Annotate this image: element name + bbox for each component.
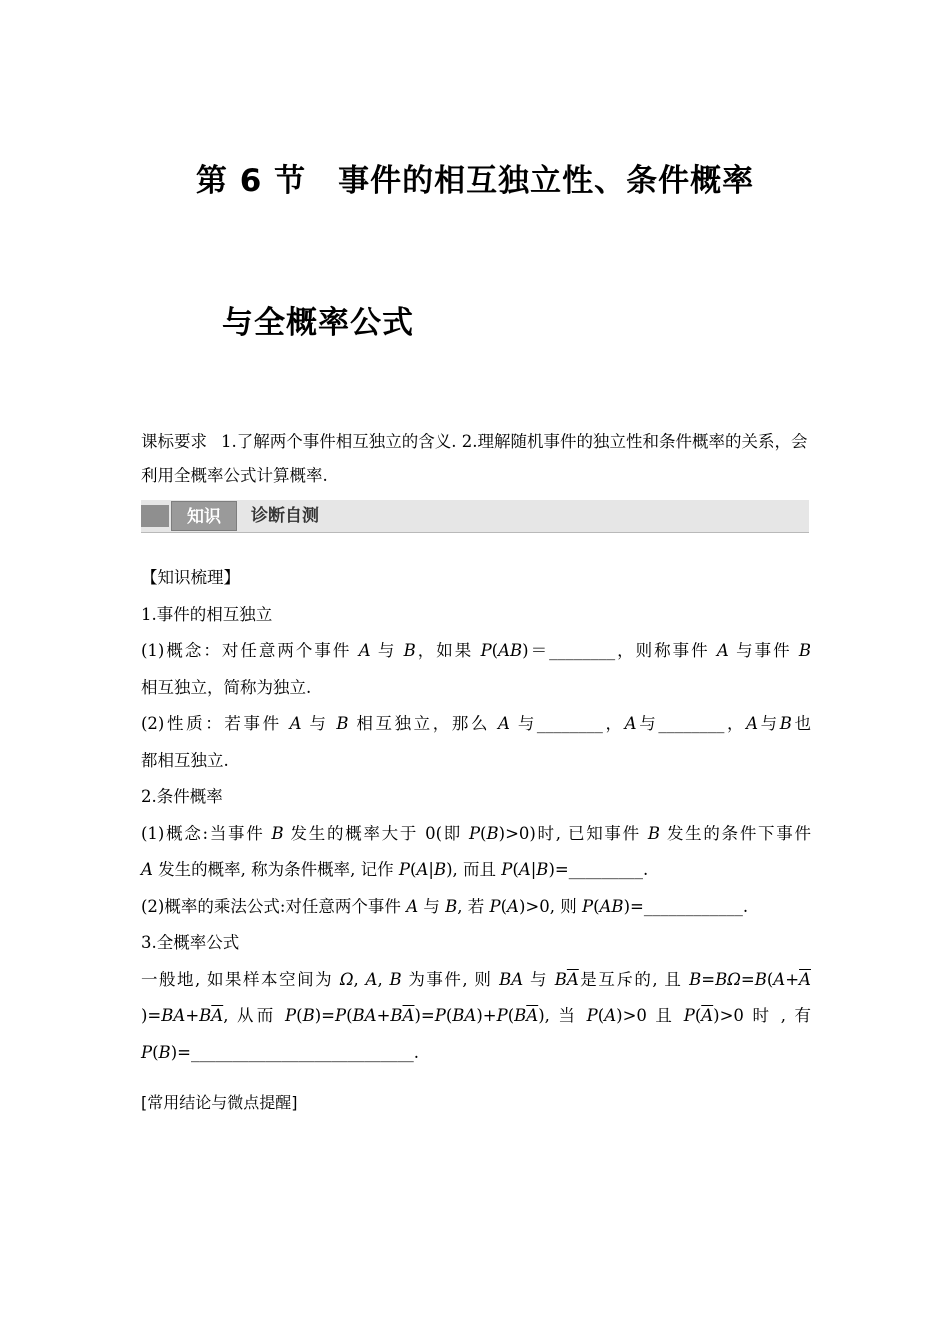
s3-line2: )$=BA+B\overline{A}$, 从而 $P(B)=P(BA+B\overline{A})=P(BA)+P(B\overline{A})$, 当 P(A)>0 且 $P(\overline{A})>0$ 时 , 有	[141, 1006, 811, 1025]
s2-definition: (1)概念:当事件 B 发生的概率大于 0(即 P(B)>0)时, 已知事件 B 发生的条件下事件	[141, 823, 812, 843]
s2-definition-end: A 发生的概率, 称为条件概率, 记作 P(A|B), 而且 P(A|B)=_________.	[141, 860, 649, 879]
s1-definition-end: 相互独立，简称为独立.	[141, 677, 312, 697]
requirements-text: 1.了解两个事件相互独立的含义. 2.理解随机事件的独立性和条件概率的关系，会利用全概率公式计算概率.	[141, 432, 808, 485]
section-banner	[141, 500, 809, 533]
page-title-line2: 与全概率公式	[222, 305, 414, 341]
s2-multiplication: (2)概率的乘法公式:对任意两个事件 A 与 B, 若 P(A)>0, 则 P(AB)=____________.	[141, 896, 749, 916]
banner-title: 诊断自测	[251, 506, 319, 526]
s2-heading: 2.条件概率	[141, 787, 223, 806]
s3-line1: 一般地, 如果样本空间为 Ω, A, B 为事件, 则 BA 与 $B\overline{A}$是互斥的, 且 $B=B\Omega=B(A+\overline{A}$	[141, 969, 811, 989]
footer-heading: [常用结论与微点提醒]	[141, 1093, 298, 1112]
banner-decoration	[141, 505, 169, 527]
s1-definition: (1)概念：对任意两个事件 A 与 B，如果 P(AB)＝________，则称事件 A 与事件 B	[141, 641, 811, 660]
knowledge-content	[141, 560, 811, 1122]
s1-heading: 1.事件的相互独立	[141, 604, 273, 624]
course-requirements	[141, 425, 811, 493]
section-heading: 【知识梳理】	[141, 568, 240, 587]
banner-tag: 知识	[171, 501, 237, 531]
s3-line3: P(B)=___________________________.	[141, 1042, 419, 1062]
s1-property: (2)性质：若事件 A 与 B 相互独立，那么 A 与________，A与________，A与B也	[141, 714, 812, 733]
requirements-label: 课标要求	[141, 432, 207, 451]
s1-property-end: 都相互独立.	[141, 750, 229, 770]
s3-heading: 3.全概率公式	[141, 933, 240, 952]
page-title-line1: 第 6 节 事件的相互独立性、条件概率	[195, 163, 755, 199]
